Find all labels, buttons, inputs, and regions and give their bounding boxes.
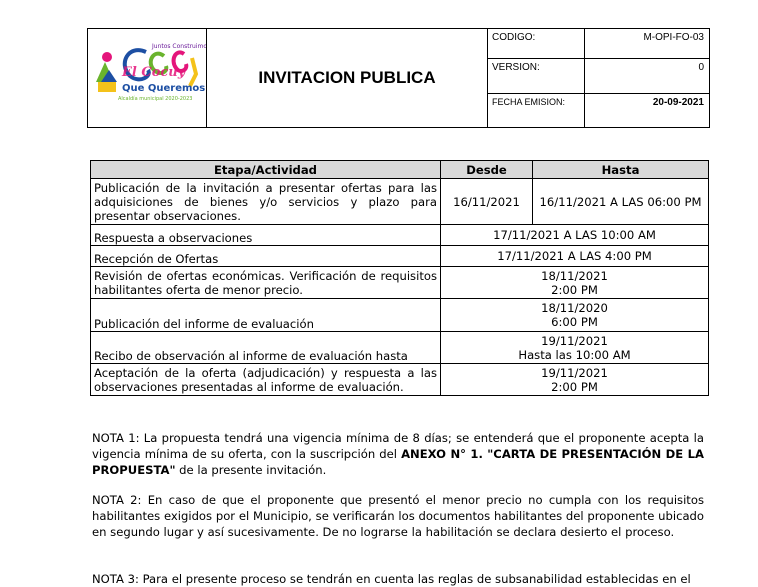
table-row xyxy=(91,267,709,299)
etapa-cell: Aceptación de la oferta (adjudicación) y respuesta a las observaciones presentadas al informe de evaluación. xyxy=(91,364,441,396)
table-row xyxy=(91,364,709,396)
nota-1-tail: de la presente invitación. xyxy=(175,463,327,477)
nota-3: NOTA 3: Para el presente proceso se tendrán en cuenta las reglas de subsanabilidad establecidas en el xyxy=(92,572,691,586)
etapa-cell: Revisión de ofertas económicas. Verificación de requisitos habilitantes oferta de menor precio. xyxy=(91,267,441,299)
nota-1 xyxy=(92,430,704,478)
meta-label-version: VERSION: xyxy=(488,59,585,94)
fecha-cell xyxy=(441,299,709,332)
column-header-desde: Desde xyxy=(441,161,533,179)
etapa-cell: Publicación de la invitación a presentar ofertas para las adquisiciones de bienes y/o servicios y plazo para presentar observaciones. xyxy=(91,179,441,225)
etapa-cell: Recepción de Ofertas xyxy=(91,246,441,267)
column-header-hasta: Hasta xyxy=(533,161,709,179)
meta-label-fecha: FECHA EMISION: xyxy=(488,94,585,128)
fecha-line: 2:00 PM xyxy=(551,379,598,394)
etapa-cell: Recibo de observación al informe de evaluación hasta xyxy=(91,332,441,364)
fecha-line: 19/11/2021 xyxy=(541,333,608,348)
fecha-line: 18/11/2021 xyxy=(541,268,608,283)
table-row xyxy=(91,225,709,246)
logo-subtitle: Alcaldía municipal 2020-2023 xyxy=(118,95,193,102)
meta-value-version: 0 xyxy=(585,59,710,94)
fecha-line: Hasta las 10:00 AM xyxy=(518,347,631,362)
table-row xyxy=(91,246,709,267)
nota-2: NOTA 2: En caso de que el proponente que presentó el menor precio no cumpla con los requisitos habilitantes exigidos por el Municipio, se verificarán los documentos habilitantes del proponente ubicado en segundo lugar y así sucesivamente. De no lograrse la habilitación se declara desierto el proceso. xyxy=(92,493,704,539)
fecha-cell xyxy=(441,267,709,299)
meta-value-codigo: M-OPI-FO-03 xyxy=(585,29,710,59)
meta-value-fecha: 20-09-2021 xyxy=(585,94,710,128)
fecha-cell xyxy=(441,364,709,396)
hasta-cell: 16/11/2021 A LAS 06:00 PM xyxy=(533,179,709,225)
table-row xyxy=(91,299,709,332)
logo-cell xyxy=(88,29,207,128)
etapa-cell: Respuesta a observaciones xyxy=(91,225,441,246)
fecha-cell xyxy=(441,332,709,364)
fecha-line: 18/11/2020 xyxy=(541,301,608,315)
fecha-line: 6:00 PM xyxy=(551,315,598,329)
meta-label-codigo: CODIGO: xyxy=(488,29,585,59)
municipality-logo xyxy=(88,30,206,122)
fecha-line: 19/11/2021 xyxy=(541,365,608,380)
fecha-line: 2:00 PM xyxy=(551,282,598,297)
logo-wordmark: El Cocuy xyxy=(122,64,186,80)
nota-1-annex: ANEXO N° 1. "CARTA DE PRESENTACIÓN DE LA PROPUESTA" xyxy=(92,447,704,477)
document-header xyxy=(87,28,710,128)
desde-cell: 16/11/2021 xyxy=(441,179,533,225)
table-row xyxy=(91,332,709,364)
column-header-etapa: Etapa/Actividad xyxy=(91,161,441,179)
logo-tagline: Que Queremos xyxy=(122,82,206,94)
fecha-cell: 17/11/2021 A LAS 10:00 AM xyxy=(441,225,709,246)
table-header-row xyxy=(91,161,709,179)
page-title: INVITACION PUBLICA xyxy=(207,29,488,128)
logo-topline: Juntos Construimos xyxy=(152,42,206,50)
fecha-cell: 17/11/2021 A LAS 4:00 PM xyxy=(441,246,709,267)
etapa-cell: Publicación del informe de evaluación xyxy=(91,299,441,332)
table-row xyxy=(91,179,709,225)
schedule-table xyxy=(90,160,709,396)
nota-1-text: NOTA 1: La propuesta tendrá una vigencia mínima de 8 días; se entenderá que el proponente acepta la vigencia mínima de su oferta, con la suscripción del xyxy=(92,431,704,461)
